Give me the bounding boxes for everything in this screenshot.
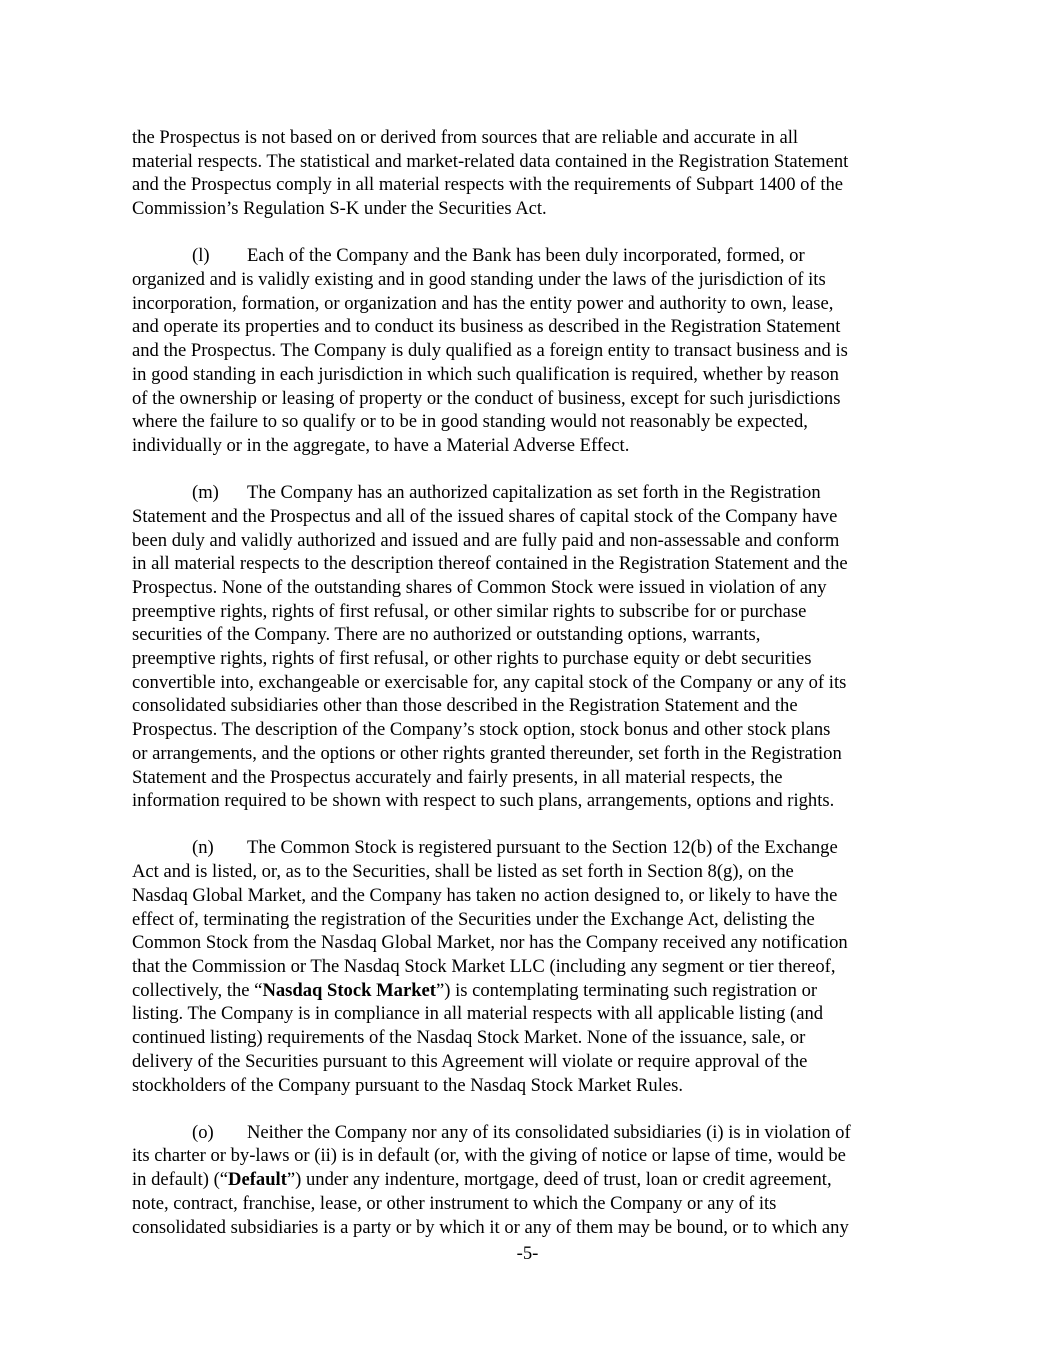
text-line-defined-term [132,979,932,1003]
text-line: Statement and the Prospectus accurately and fairly presents, in all material respects, the [132,766,783,788]
text-line: that the Commission or The Nasdaq Stock Market LLC (including any segment or tier thereof, [132,956,836,977]
defined-term-default: Default [228,1169,287,1191]
text-line: Prospectus. None of the outstanding shares of Common Stock were issued in violation of any [132,576,827,598]
paragraph-l [132,244,932,457]
text-line [132,481,932,505]
text-line: Act and is listed, or, as to the Securities, shall be listed as set forth in Section 8(g), on the [132,861,794,883]
text-line: and operate its properties and to conduct its business as described in the Registration Statement [132,316,841,338]
text-line: the Prospectus is not based on or derived from sources that are reliable and accurate in all [132,127,799,148]
paragraph-m [132,481,932,813]
paragraph-label: (o) [192,1121,214,1143]
text-line: effect of, terminating the registration of the Securities under the Exchange Act, delisting the [132,908,815,930]
text-line: Statement and the Prospectus and all of the issued shares of capital stock of the Company have [132,505,838,527]
paragraph-label: (l) [192,245,210,267]
page-number: -5- [516,1243,539,1264]
text-line: individually or in the aggregate, to have a Material Adverse Effect. [132,434,630,456]
text-line: its charter or by-laws or (ii) is in default (or, with the giving of notice or lapse of time, would be [132,1145,846,1167]
text-line [132,836,932,860]
text-line: and the Prospectus comply in all material respects with the requirements of Subpart 1400 of the [132,174,844,196]
text-line: been duly and validly authorized and issued and are fully paid and non-assessable and conform [132,529,840,551]
text-line: preemptive rights, rights of first refusal, or other similar rights to subscribe for or purchase [132,600,807,622]
text-line: where the failure to so qualify or to be in good standing would not reasonably be expected, [132,411,808,433]
text-line: delivery of the Securities pursuant to this Agreement will violate or require approval of the [132,1050,808,1072]
text-line: Nasdaq Global Market, and the Company has taken no action designed to, or likely to have the [132,884,838,906]
text-line: listing. The Company is in compliance in all material respects with all applicable listing (and [132,1003,824,1025]
text-line: note, contract, franchise, lease, or other instrument to which the Company or any of its [132,1192,777,1214]
text-line: and the Prospectus. The Company is duly qualified as a foreign entity to transact business and is [132,340,848,362]
text-line: of the ownership or leasing of property or the conduct of business, except for such jurisdictions [132,387,841,409]
text-line: material respects. The statistical and market-related data contained in the Registration Statement [132,150,849,172]
text-line: preemptive rights, rights of first refusal, or other rights to purchase equity or debt securities [132,648,812,670]
text-line-content: The Company has an authorized capitalization as set forth in the Registration [247,482,821,504]
text-line: Common Stock from the Nasdaq Global Market, nor has the Company received any notification [132,932,848,954]
paragraph-o [132,1121,932,1240]
text-line-defined-term [132,1168,932,1192]
text-before-term: in default) (“ [132,1169,229,1191]
text-line: consolidated subsidiaries other than those described in the Registration Statement and the [132,695,798,717]
defined-term-nasdaq-stock-market: Nasdaq Stock Market [262,979,436,1001]
text-line: convertible into, exchangeable or exercisable for, any capital stock of the Company or any of its [132,671,847,693]
text-before-term: collectively, the “ [132,979,263,1001]
text-after-term: ”) is contemplating terminating such registration or [435,979,818,1001]
text-line: Prospectus. The description of the Company’s stock option, stock bonus and other stock plans [132,719,831,741]
text-line [132,244,932,268]
text-after-term: ”) under any indenture, mortgage, deed of trust, loan or credit agreement, [286,1169,832,1191]
text-line-content: Each of the Company and the Bank has been duly incorporated, formed, or [247,245,805,267]
paragraph-n [132,836,932,1097]
text-line: incorporation, formation, or organization and has the entity power and authority to own, lease, [132,292,834,314]
text-line: stockholders of the Company pursuant to the Nasdaq Stock Market Rules. [132,1074,684,1096]
paragraph-label: (m) [192,482,219,504]
text-line: Commission’s Regulation S-K under the Securities Act. [132,198,547,220]
text-line: in all material respects to the description thereof contained in the Registration Statement and the [132,553,848,575]
text-line: consolidated subsidiaries is a party or by which it or any of them may be bound, or to which any [132,1216,849,1238]
text-line: securities of the Company. There are no authorized or outstanding options, warrants, [132,624,761,646]
text-line: in good standing in each jurisdiction in which such qualification is required, whether by reason [132,363,839,385]
text-line-content: The Common Stock is registered pursuant to the Section 12(b) of the Exchange [247,837,838,859]
text-line: organized and is validly existing and in good standing under the laws of the jurisdiction of its [132,269,826,291]
paragraph-k-continued [132,126,932,221]
text-line: information required to be shown with respect to such plans, arrangements, options and rights. [132,790,835,812]
document-body [132,126,932,1263]
text-line: or arrangements, and the options or other rights granted thereunder, set forth in the Registration [132,742,842,764]
text-line [132,1121,932,1145]
text-line: continued listing) requirements of the Nasdaq Stock Market. None of the issuance, sale, or [132,1027,806,1049]
paragraph-label: (n) [192,837,214,859]
text-line-content: Neither the Company nor any of its consolidated subsidiaries (i) is in violation of [247,1121,851,1143]
